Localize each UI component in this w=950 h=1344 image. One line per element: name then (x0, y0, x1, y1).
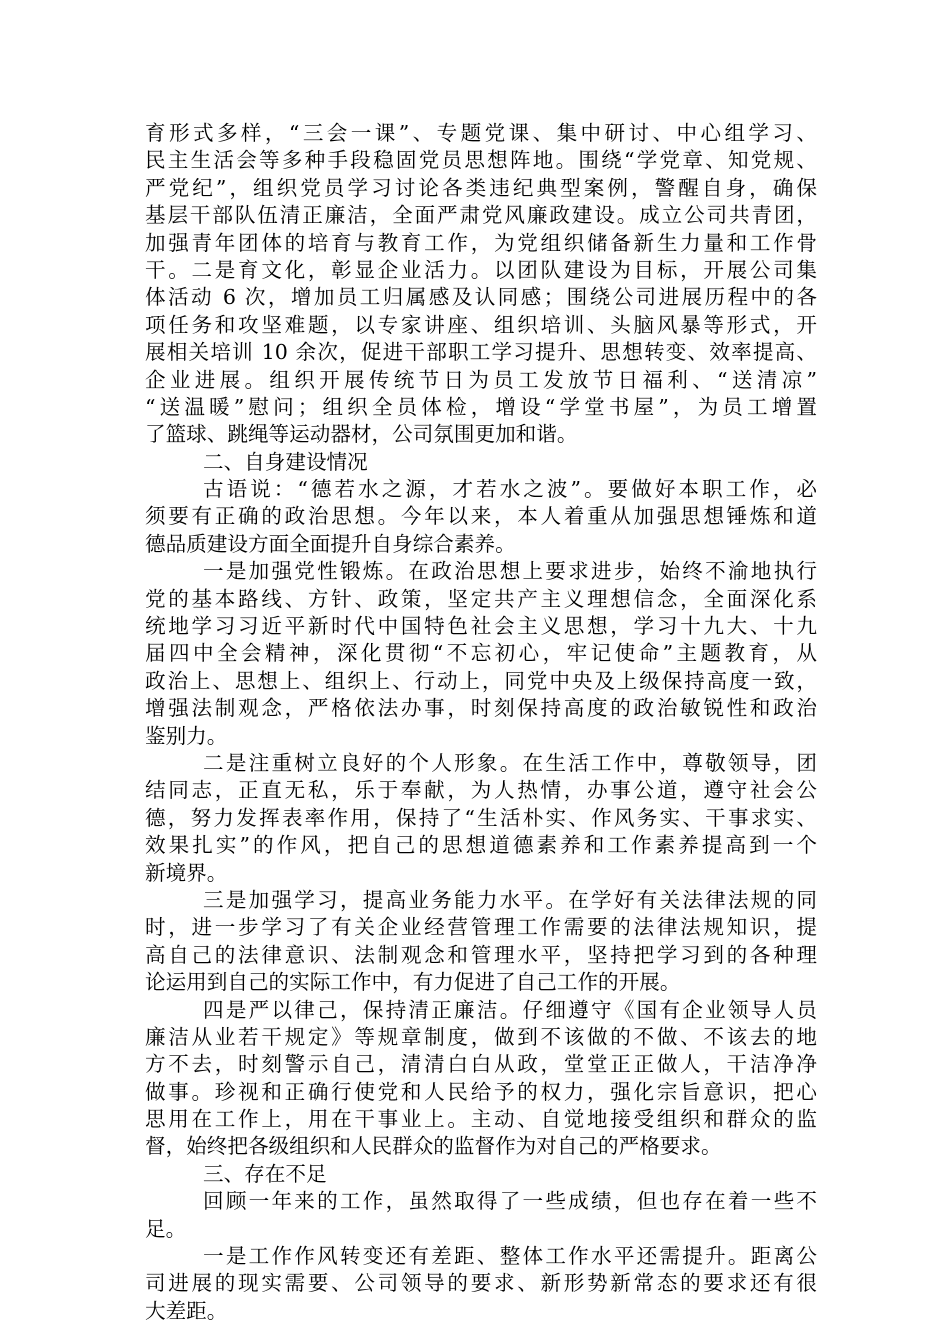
text-line: 须要有正确的政治思想。今年以来，本人着重从加强思想锤炼和道 (145, 504, 817, 529)
text-line: 一是加强党性锻炼。在政治思想上要求进步，始终不渝地执行 (203, 559, 817, 584)
text-line: 二、自身建设情况 (203, 449, 368, 474)
text-line: 论运用到自己的实际工作中，有力促进了自己工作的开展。 (145, 970, 681, 995)
text-line: 展相关培训 10 余次，促进干部职工学习提升、思想转变、效率提高、 (145, 340, 817, 365)
text-line: 政治上、思想上、组织上、行动上，同党中央及上级保持高度一致， (145, 668, 817, 693)
text-line: 高自己的法律意识、法制观念和管理水平，坚持把学习到的各种理 (145, 942, 817, 967)
text-line: 鉴别力。 (145, 723, 228, 748)
text-line: 时，进一步学习了有关企业经营管理工作需要的法律法规知识，提 (145, 915, 817, 940)
text-line: 项任务和攻坚难题，以专家讲座、组织培训、头脑风暴等形式，开 (145, 312, 817, 337)
text-line: 古语说：“德若水之源，才若水之波”。要做好本职工作，必 (203, 477, 817, 502)
text-line: 二是注重树立良好的个人形象。在生活工作中，尊敬领导，团 (203, 750, 817, 775)
text-line: 廉洁从业若干规定》等规章制度，做到不该做的不做、不该去的地 (145, 1024, 817, 1049)
text-line: “送温暖”慰问；组织全员体检，增设“学堂书屋”，为员工增置 (145, 394, 817, 419)
text-line: 严党纪”，组织党员学习讨论各类违纪典型案例，警醒自身，确保 (145, 175, 817, 200)
text-line: 做事。珍视和正确行使党和人民给予的权力，强化宗旨意识，把心 (145, 1079, 817, 1104)
text-line: 届四中全会精神，深化贯彻“不忘初心，牢记使命”主题教育，从 (145, 641, 817, 666)
text-line: 体活动 6 次，增加员工归属感及认同感；围绕公司进展历程中的各 (145, 285, 817, 310)
text-line: 德，努力发挥表率作用，保持了“生活朴实、作风务实、干事求实、 (145, 805, 817, 830)
text-line: 督，始终把各级组织和人民群众的监督作为对自己的严格要求。 (145, 1134, 722, 1159)
text-line: 四是严以律己，保持清正廉洁。仔细遵守《国有企业领导人员 (203, 997, 817, 1022)
text-line: 干。二是育文化，彰显企业活力。以团队建设为目标，开展公司集 (145, 257, 817, 282)
text-line: 了篮球、跳绳等运动器材，公司氛围更加和谐。 (145, 422, 578, 447)
text-line: 三是加强学习，提高业务能力水平。在学好有关法律法规的同 (203, 887, 817, 912)
text-line: 基层干部队伍清正廉洁，全面严肃党风廉政建设。成立公司共青团， (145, 203, 817, 228)
text-line: 三、存在不足 (203, 1161, 327, 1186)
text-line: 育形式多样，“三会一课”、专题党课、集中研讨、中心组学习、 (145, 121, 817, 145)
text-line: 方不去，时刻警示自己，清清白白从政，堂堂正正做人，干洁净净 (145, 1052, 817, 1077)
text-line: 新境界。 (145, 860, 228, 885)
document-body (145, 120, 817, 1325)
text-line: 增强法制观念，严格依法办事，时刻保持高度的政治敏锐性和政治 (145, 696, 817, 721)
text-line: 民主生活会等多种手段稳固党员思想阵地。围绕“学党章、知党规、 (145, 148, 817, 173)
text-line: 足。 (145, 1216, 187, 1241)
text-line: 思用在工作上，用在干事业上。主动、自觉地接受组织和群众的监 (145, 1107, 817, 1132)
text-line: 结同志，正直无私，乐于奉献，为人热情，办事公道，遵守社会公 (145, 778, 817, 803)
text-line: 一是工作作风转变还有差距、整体工作水平还需提升。距离公 (203, 1244, 817, 1269)
text-line: 党的基本路线、方针、政策，坚定共产主义理想信念，全面深化系 (145, 586, 817, 611)
text-line: 德品质建设方面全面提升自身综合素养。 (145, 531, 516, 556)
text-line: 加强青年团体的培育与教育工作，为党组织储备新生力量和工作骨 (145, 230, 817, 255)
text-line: 统地学习习近平新时代中国特色社会主义思想，学习十九大、十九 (145, 614, 817, 639)
text-line: 回顾一年来的工作，虽然取得了一些成绩，但也存在着一些不 (203, 1189, 817, 1214)
text-line: 大差距。 (145, 1298, 228, 1323)
text-line: 效果扎实”的作风，把自己的思想道德素养和工作素养提高到一个 (145, 833, 817, 858)
text-line: 企业进展。组织开展传统节日为员工发放节日福利、“送清凉” (145, 367, 817, 392)
text-line: 司进展的现实需要、公司领导的要求、新形势新常态的要求还有很 (145, 1271, 817, 1296)
